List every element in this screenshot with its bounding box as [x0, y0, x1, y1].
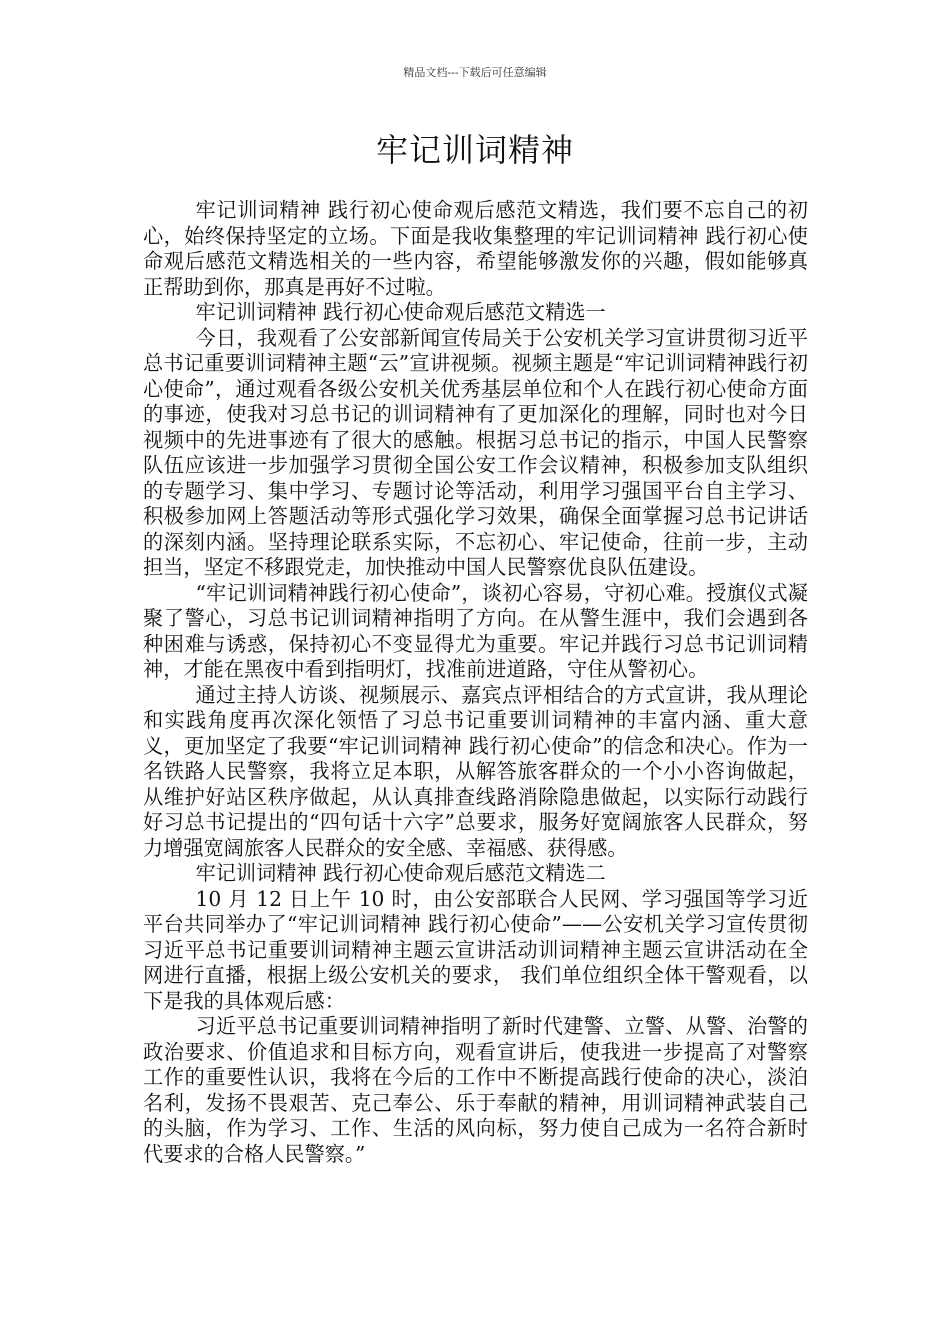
body-paragraph: 通过主持人访谈、视频展示、嘉宾点评相结合的方式宣讲，我从理论和实践角度再次深化领悟了习总书记重要训词精神的丰富内涵、重大意义，更加坚定了我要“牢记训词精神 践行初心使命”的信念和决心。作为一名铁路人民警察，我将立足本职，从解答旅客群众的一个小小咨询做起，从维护好站区秩序做起，从认真排查线路消除隐患做起，以实际行动践行好习总书记提出的“四句话十六字”总要求，服务好宽阔旅客人民群众，努力增强宽阔旅客人民群众的安全感、幸福感、获得感。 — [143, 682, 808, 860]
document-title: 牢记训词精神 — [375, 131, 574, 169]
body-paragraph: 习近平总书记重要训词精神指明了新时代建警、立警、从警、治警的政治要求、价值追求和目标方向，观看宣讲后，使我进一步提高了对警察工作的重要性认识，我将在今后的工作中不断提高践行使命的决心，淡泊名利，发扬不畏艰苦、克己奉公、乐于奉献的精神，用训词精神武装自己的头脑，作为学习、工作、生活的风向标，努力使自己成为一名符合新时代要求的合格人民警察。” — [143, 1014, 808, 1166]
intro-paragraph: 牢记训词精神 践行初心使命观后感范文精选，我们要不忘自己的初心，始终保持坚定的立场。下面是我收集整理的牢记训词精神 践行初心使命观后感范文精选相关的一些内容，希望能够激发你的兴趣，假如能够真正帮助到你，那真是再好不过啦。 — [143, 198, 808, 299]
document-body — [143, 198, 808, 1167]
section-heading-two: 牢记训词精神 践行初心使命观后感范文精选二 — [195, 861, 606, 885]
header-note: 精品文档---下载后可任意编辑 — [403, 66, 547, 79]
body-paragraph: 10 月 12 日上午 10 时，由公安部联合人民网、学习强国等学习近平台共同举办了“牢记训词精神 践行初心使命”——公安机关学习宣传贯彻习近平总书记重要训词精神主题云宣讲活动训词精神主题云宣讲活动在全网进行直播，根据上级公安机关的要求， 我们单位组织全体干警观看，以下是我的具体观后感： — [143, 886, 808, 1013]
body-paragraph: “牢记训词精神践行初心使命”，谈初心容易，守初心难。授旗仪式凝聚了警心，习总书记训词精神指明了方向。在从警生涯中，我们会遇到各种困难与诱惑，保持初心不变显得尤为重要。牢记并践行习总书记训词精神，才能在黑夜中看到指明灯，找准前进道路，守住从警初心。 — [143, 580, 808, 681]
section-heading-one: 牢记训词精神 践行初心使命观后感范文精选一 — [195, 300, 606, 324]
body-paragraph: 今日，我观看了公安部新闻宣传局关于公安机关学习宣讲贯彻习近平总书记重要训词精神主题“云”宣讲视频。视频主题是“牢记训词精神践行初心使命”，通过观看各级公安机关优秀基层单位和个人在践行初心使命方面的事迹，使我对习总书记的训词精神有了更加深化的理解，同时也对今日视频中的先进事迹有了很大的感触。根据习总书记的指示，中国人民警察队伍应该进一步加强学习贯彻全国公安工作会议精神，积极参加支队组织的专题学习、集中学习、专题讨论等活动，利用学习强国平台自主学习、积极参加网上答题活动等形式强化学习效果，确保全面掌握习总书记讲话的深刻内涵。坚持理论联系实际，不忘初心、牢记使命，往前一步，主动担当，坚定不移跟党走，加快推动中国人民警察优良队伍建设。 — [143, 325, 808, 579]
